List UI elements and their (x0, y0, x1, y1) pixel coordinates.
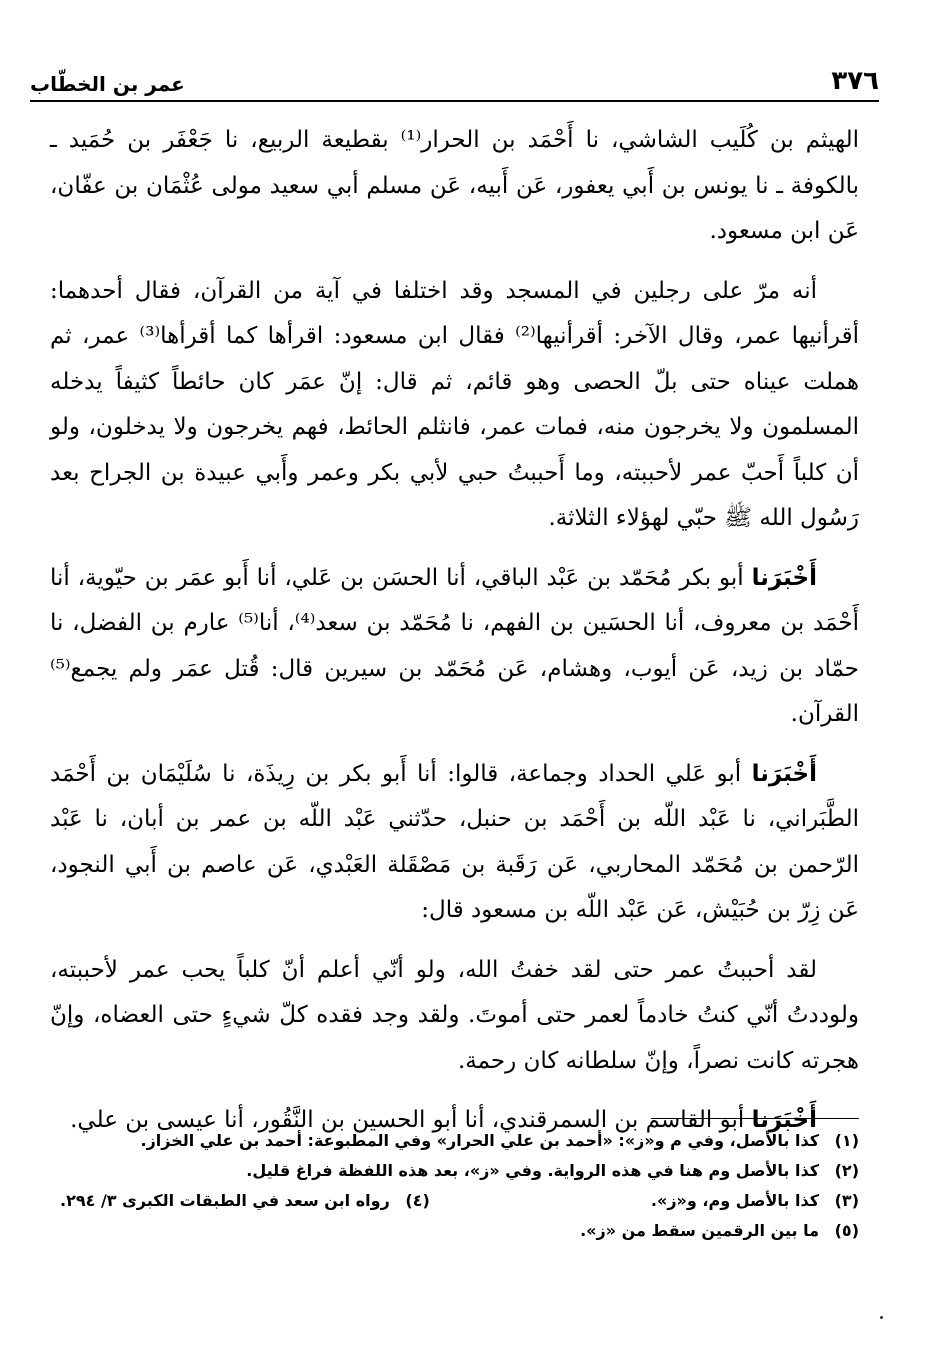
paragraph-lead: أَخْبَرَنا (751, 564, 817, 591)
footnote (60, 1156, 859, 1186)
paragraph-text: الهيثم بن كُلَيب الشاشي، نا أَحْمَد بن الحرار⁽¹⁾ بقطيعة الربيع، نا جَعْفَر بن حُمَيد ـ بالكوفة ـ نا يونس بن أَبي يعفور، عَن أَبيه، عَن مسلم أبي سعيد مولى عُثْمَان بن عفّان، عَن ابن مسعود. (50, 127, 859, 244)
footnote-number: (٥) (834, 1221, 859, 1240)
paragraph (50, 556, 859, 738)
footnote-number: (٣) (834, 1191, 859, 1210)
footnote-row (60, 1186, 859, 1216)
footnote-divider (651, 1118, 859, 1119)
footnote-text: كذا بالأصل وم هنا في هذه الرواية. وفي «ز»، بعد هذه اللفظة فراغ قليل. (246, 1161, 819, 1180)
page-header (30, 60, 879, 102)
paragraph-lead: أَخْبَرَنا (751, 1107, 817, 1133)
paragraph (50, 118, 859, 255)
footnote-text: ما بين الرقمين سقط من «ز». (580, 1221, 819, 1240)
paragraph (50, 269, 859, 542)
footnote-number: (٢) (834, 1161, 859, 1180)
paragraph-text: أبو عَلي الحداد وجماعة، قالوا: أنا أَبو بكر بن رِيذَة، نا سُلَيْمَان بن أَحْمَد الطَّبَراني، نا عَبْد اللّه بن أَحْمَد بن حنبل، حدّثني عَبْد اللّه بن عمر بن أبان، نا عَبْد الرّحمن بن مُحَمّد المحاربي، عَن رَقَبة بن مَصْقَلة العَبْدي، عَن عاصم بن أَبي النجود، عَن زِرّ بن حُبَيْش، عَن عَبْد اللّه بن مسعود قال: (50, 760, 859, 923)
footnote-text: كذا بالأصل وم، و«ز». (650, 1191, 819, 1210)
footnote-number: (١) (834, 1131, 859, 1150)
paragraph (50, 948, 859, 1085)
footnotes (60, 1126, 859, 1246)
paragraph-text: أبو بكر مُحَمّد بن عَبْد الباقي، أنا الحسَن بن عَلي، أنا أَبو عمَر بن حيّوية، أنا أَحْمَد بن معروف، أنا الحسَين بن الفهم، نا مُحَمّد بن سعد⁽⁴⁾، أنا⁽⁵⁾ عارم بن الفضل، نا حمّاد بن زيد، عَن أيوب، وهشام، عَن مُحَمّد بن سيرين قال: قُتل عمَر ولم يجمع⁽⁵⁾ القرآن. (50, 564, 859, 727)
paragraph-lead: أَخْبَرَنا (751, 760, 817, 787)
footnote-text: كذا بالأصل، وفي م و«ز»: «أحمد بن علي الحرار» وفي المطبوعة: أحمد بن علي الخزاز. (140, 1131, 819, 1150)
paragraph-text: أبو القاسم بن السمرقندي، أنا أبو الحسين بن النَّقُور، أنا عيسى بن علي. (70, 1107, 752, 1133)
footnote-number: (٤) (405, 1191, 430, 1210)
footnote (430, 1186, 859, 1216)
main-text (50, 118, 859, 1158)
footnote (60, 1126, 859, 1156)
footnote (60, 1186, 430, 1216)
footnote-text: رواه ابن سعد في الطبقات الكبرى ٣/ ٢٩٤. (60, 1191, 390, 1210)
page-number: ٣٧٦ (831, 66, 879, 96)
running-title: عمر بن الخطّاب (30, 72, 185, 96)
scan-speck (880, 1316, 883, 1319)
paragraph-text: أنه مرّ على رجلين في المسجد وقد اختلفا في آية من القرآن، فقال أحدهما: أقرأنيها عمر، وقال الآخر: أقرأنيها⁽²⁾ فقال ابن مسعود: اقرأها كما أقرأها⁽³⁾ عمر، ثم هملت عيناه حتى بلّ الحصى وهو قائم، ثم قال: إنّ عمَر كان حائطاً كثيفاً يدخله المسلمون ولا يخرجون منه، فمات عمر، فانثلم الحائط، فهم يخرجون ولا يدخلون، ولو أن كلباً أَحبّ عمر لأحببته، وما أَحببتُ حبي لأبي بكر وعمر وأَبي عبيدة بن الجراح بعد رَسُول الله ﷺ حبّي لهؤلاء الثلاثة. (50, 277, 859, 531)
footnote (60, 1216, 859, 1246)
paragraph-text: لقد أحببتُ عمر حتى لقد خفتُ الله، ولو أنّي أعلم أنّ كلباً يحب عمر لأحببته، ولوددتُ أنّي كنتُ خادماً لعمر حتى أموتَ. ولقد وجد فقده كلّ شيءٍ حتى العضاه، وإنّ هجرته كانت نصراً، وإنّ سلطانه كان رحمة. (50, 956, 859, 1074)
paragraph (50, 752, 859, 934)
